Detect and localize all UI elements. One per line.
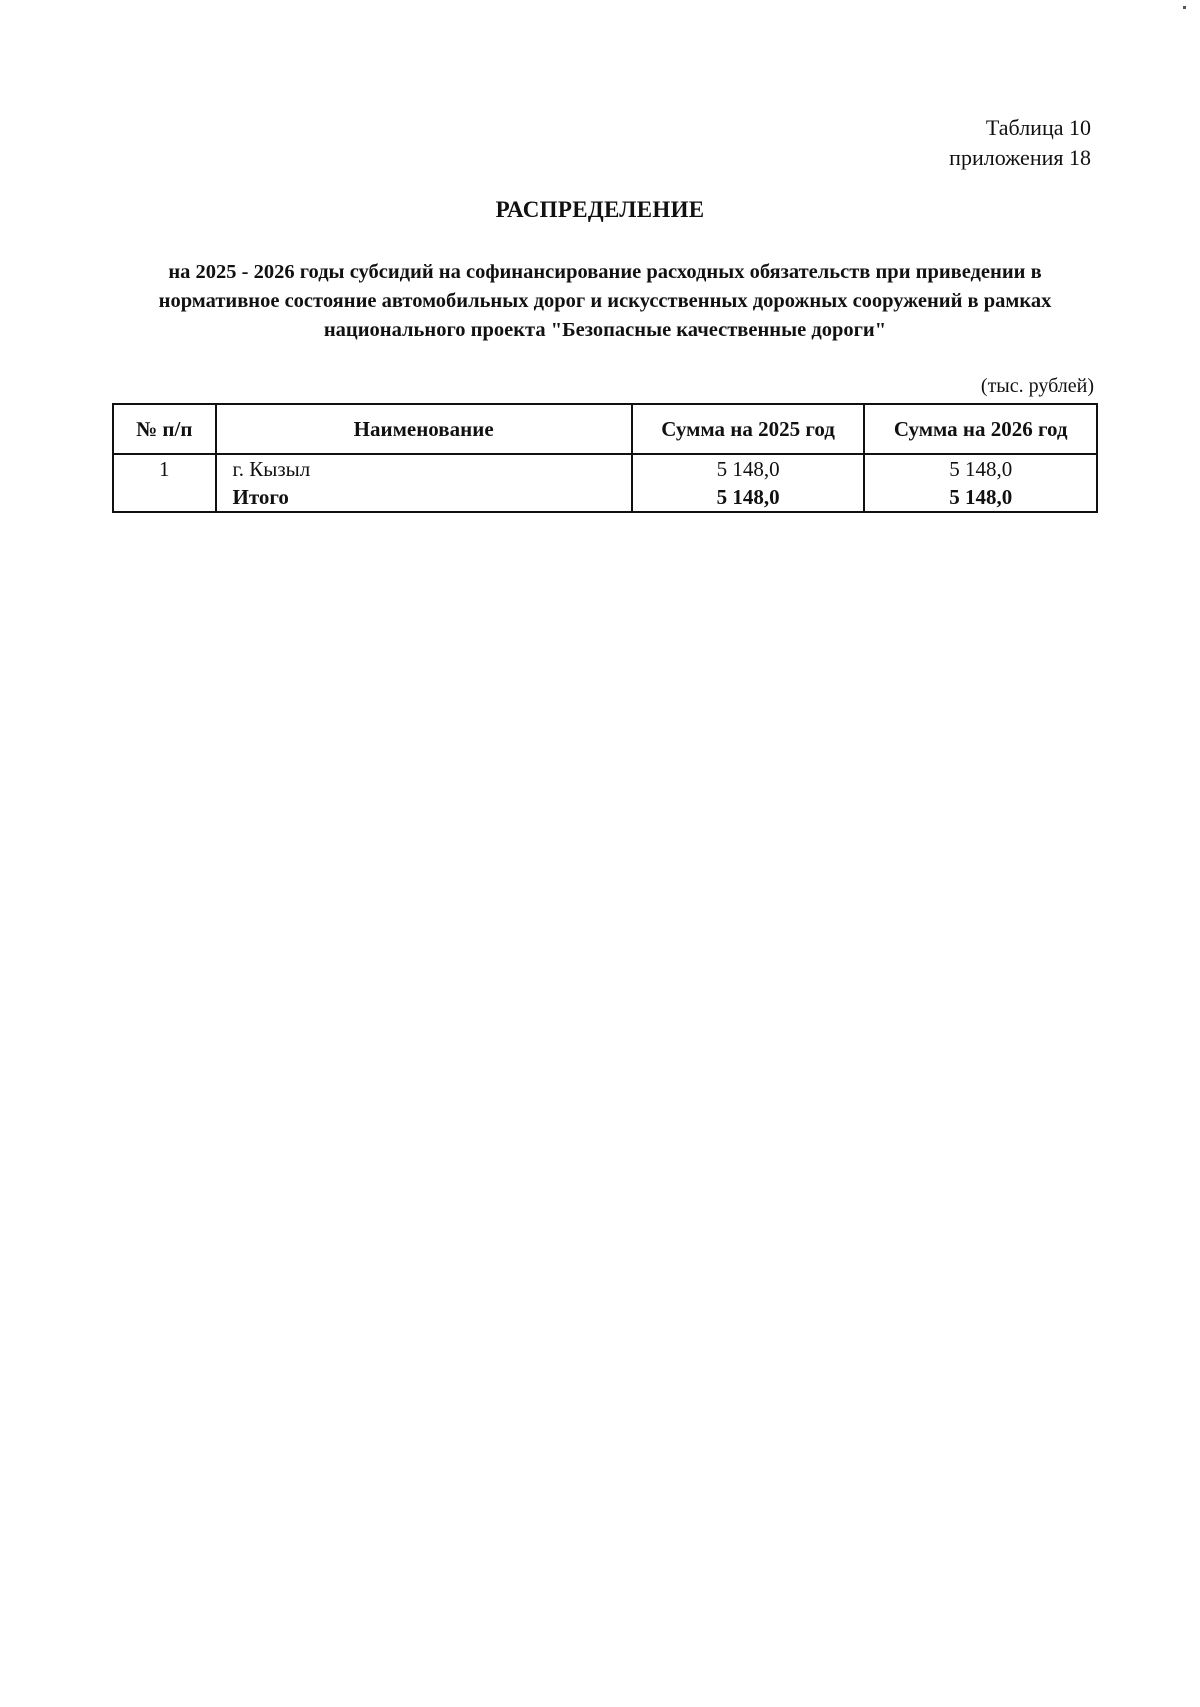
total-label: Итого — [216, 483, 632, 512]
document-subtitle: на 2025 - 2026 годы субсидий на софинансирование расходных обязательств при приведении в нормативное состояние автомобильных дорог и искусственных дорожных сооружений в рамках национального проекта "Безопасные качественные дороги" — [158, 261, 1052, 341]
row-name: г. Кызыл — [216, 454, 632, 483]
table-header-row — [113, 404, 1097, 454]
row-number: 1 — [113, 454, 216, 483]
total-number-cell — [113, 483, 216, 512]
column-header-sum-2026: Сумма на 2026 год — [864, 404, 1097, 454]
table-total-row — [113, 483, 1097, 512]
row-sum-2026: 5 148,0 — [864, 454, 1097, 483]
scan-mark — [1183, 6, 1186, 9]
table-reference — [949, 113, 1091, 173]
column-header-name: Наименование — [216, 404, 632, 454]
appendix-number: приложения 18 — [949, 145, 1091, 170]
document-title: РАСПРЕДЕЛЕНИЕ — [495, 197, 705, 222]
total-sum-2026: 5 148,0 — [864, 483, 1097, 512]
column-header-sum-2025: Сумма на 2025 год — [632, 404, 865, 454]
total-sum-2025: 5 148,0 — [632, 483, 865, 512]
table-row — [113, 454, 1097, 483]
units-label: (тыс. рублей) — [980, 375, 1094, 397]
distribution-table — [112, 403, 1098, 513]
column-header-number: № п/п — [113, 404, 216, 454]
row-sum-2025: 5 148,0 — [632, 454, 865, 483]
table-number: Таблица 10 — [985, 115, 1091, 140]
